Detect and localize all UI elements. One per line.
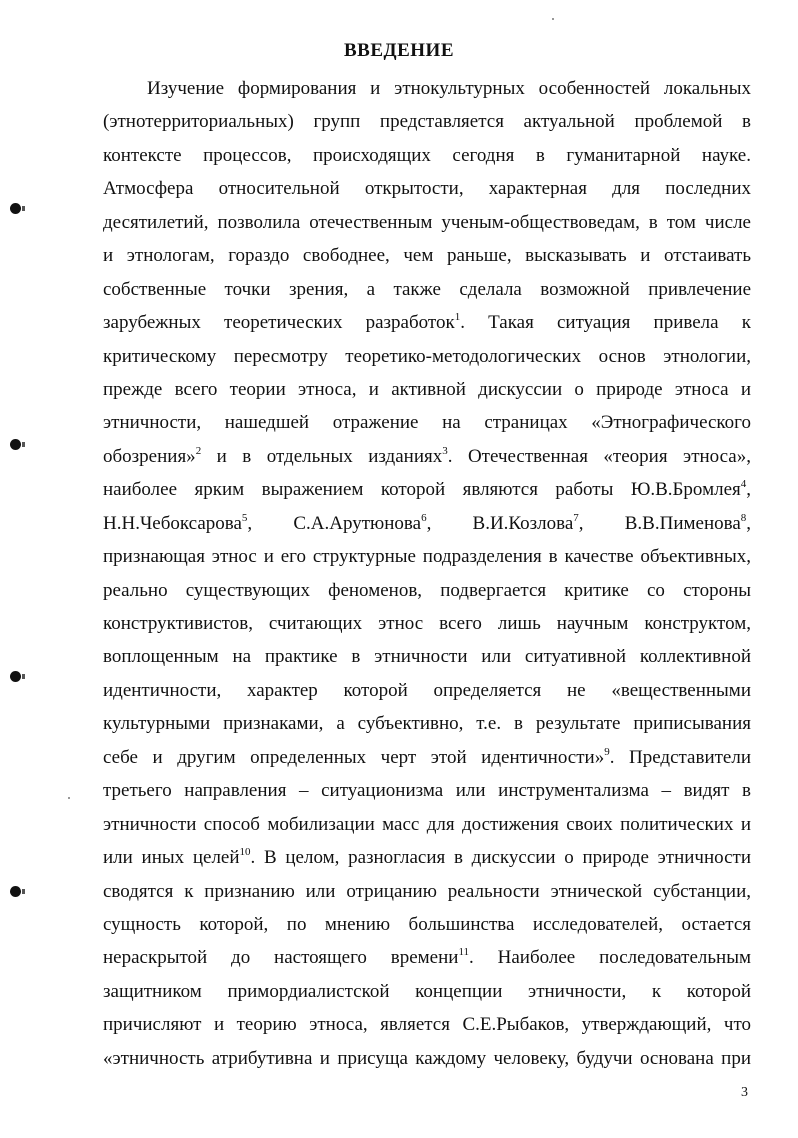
binding-hole-dot [10,203,21,214]
scan-speck [68,797,70,799]
text-line [103,707,751,740]
text-segment: идентичности, характер которой определяется не «вещественными [103,679,751,701]
text-segment: . Такая ситуация привела к [460,312,751,334]
text-segment: нераскрытой до настоящего времени [103,947,459,969]
binding-hole-dot [10,439,21,450]
text-line [103,406,751,439]
text-line [103,540,751,573]
binding-hole-tick [22,206,25,211]
text-line [103,1042,751,1075]
text-line [103,373,751,406]
text-segment: и в отдельных изданиях [201,445,443,467]
footnote-marker: 5 [241,511,248,524]
text-line [103,607,751,640]
text-segment: сводятся к признанию или отрицанию реальности этнической субстанции, [103,880,751,902]
footnote-marker: 3 [442,444,448,457]
text-segment: собственные точки зрения, а также сделала возможной привлечение [103,278,751,300]
text-line [103,774,751,807]
text-line [103,908,751,941]
binding-hole-dot [10,671,21,682]
text-line [103,340,751,373]
text-line [103,139,751,172]
text-line [103,941,751,974]
footnote-marker: 9 [604,745,610,758]
text-segment: . Наиболее последовательным [469,947,751,969]
text-line [103,473,751,506]
text-line [103,273,751,306]
text-segment: третьего направления – ситуационизма или инструментализма – видят в [103,780,751,802]
text-segment: , В.В.Пименова [578,512,741,534]
text-segment: культурными признаками, а субъективно, т.е. в результате приписывания [103,713,751,735]
text-segment: , В.И.Козлова [426,512,574,534]
text-segment: конструктивистов, считающих этнос всего лишь научным конструктом, [103,613,751,634]
text-segment: этничности, нашедшей отражение на страницах «Этнографического [103,412,751,434]
scan-speck [552,18,554,20]
text-segment: или иных целей [103,847,240,869]
text-line [103,72,751,105]
text-segment: зарубежных теоретических разработок [103,312,455,334]
footnote-marker: 2 [195,444,202,457]
text-segment: , [746,512,752,534]
text-segment: причисляют и теорию этноса, является С.Е.Рыбаков, утверждающий, что [103,1014,751,1036]
text-segment: (этнотерриториальных) групп представляется актуальной проблемой в [103,111,751,133]
text-line [103,306,751,339]
text-line [103,440,751,473]
text-segment: контексте процессов, происходящих сегодня в гуманитарной науке. [103,144,751,166]
text-line [103,808,751,841]
footnote-marker: 4 [740,478,747,491]
binding-hole-mark [10,439,24,453]
footnote-marker: 7 [573,511,579,524]
text-line [103,507,751,540]
text-line [103,741,751,774]
body-text [103,72,751,1075]
text-line [103,239,751,272]
text-segment: . Отечественная «теория этноса», [447,445,751,467]
text-segment: . В целом, разногласия в дискуссии о природе этничности [250,847,751,869]
text-segment: Изучение формирования и этнокультурных особенностей локальных [147,78,751,99]
binding-hole-mark [10,886,24,900]
text-line [103,975,751,1008]
text-segment: Н.Н.Чебоксарова [103,512,242,534]
text-segment: реально существующих феноменов, подвергается критике со стороны [103,579,751,601]
text-segment: . Представители [609,746,751,768]
text-segment: этничности способ мобилизации масс для достижения своих политических и [103,813,751,835]
text-line [103,640,751,673]
footnote-marker: 8 [740,511,747,524]
text-line [103,875,751,908]
text-segment: сущность которой, по мнению большинства исследователей, остается [103,913,751,935]
text-segment: десятилетий, позволила отечественным ученым-обществоведам, в том числе [103,211,751,233]
binding-hole-tick [22,674,25,679]
binding-hole-mark [10,203,24,217]
footnote-marker: 11 [458,946,470,959]
text-segment: , [746,479,751,501]
text-segment: обозрения» [103,445,196,467]
text-segment: прежде всего теории этноса, и активной дискуссии о природе этноса и [103,378,751,400]
text-line [103,105,751,138]
text-line [103,206,751,239]
text-line [103,574,751,607]
text-line [103,1008,751,1041]
text-segment: себе и другим определенных черт этой идентичности» [103,746,605,768]
page-number: 3 [741,1085,748,1100]
text-line [103,841,751,874]
text-line [103,674,751,707]
binding-hole-dot [10,886,21,897]
footnote-marker: 6 [421,511,427,524]
text-segment: воплощенным на практике в этничности или ситуативной коллективной [103,646,751,668]
text-segment: наиболее ярким выражением которой являются работы Ю.В.Бромлея [103,479,741,501]
text-segment: защитником примордиалистской концепции этничности, к которой [103,980,751,1002]
footnote-marker: 10 [239,846,251,859]
binding-hole-mark [10,671,24,685]
text-segment: Атмосфера относительной открытости, характерная для последних [103,178,751,200]
page-title: ВВЕДЕНИЕ [344,40,454,61]
text-segment: критическому пересмотру теоретико-методологических основ этнологии, [103,345,751,367]
footnote-marker: 1 [454,311,461,324]
text-segment: «этничность атрибутивна и присуща каждому человеку, будучи основана при [103,1047,751,1069]
binding-hole-tick [22,889,25,894]
text-line [103,172,751,205]
binding-hole-tick [22,442,25,447]
text-segment: признающая этнос и его структурные подразделения в качестве объективных, [103,546,751,568]
text-segment: и этнологам, гораздо свободнее, чем раньше, высказывать и отстаивать [103,245,751,267]
text-segment: , С.А.Арутюнова [247,512,422,534]
